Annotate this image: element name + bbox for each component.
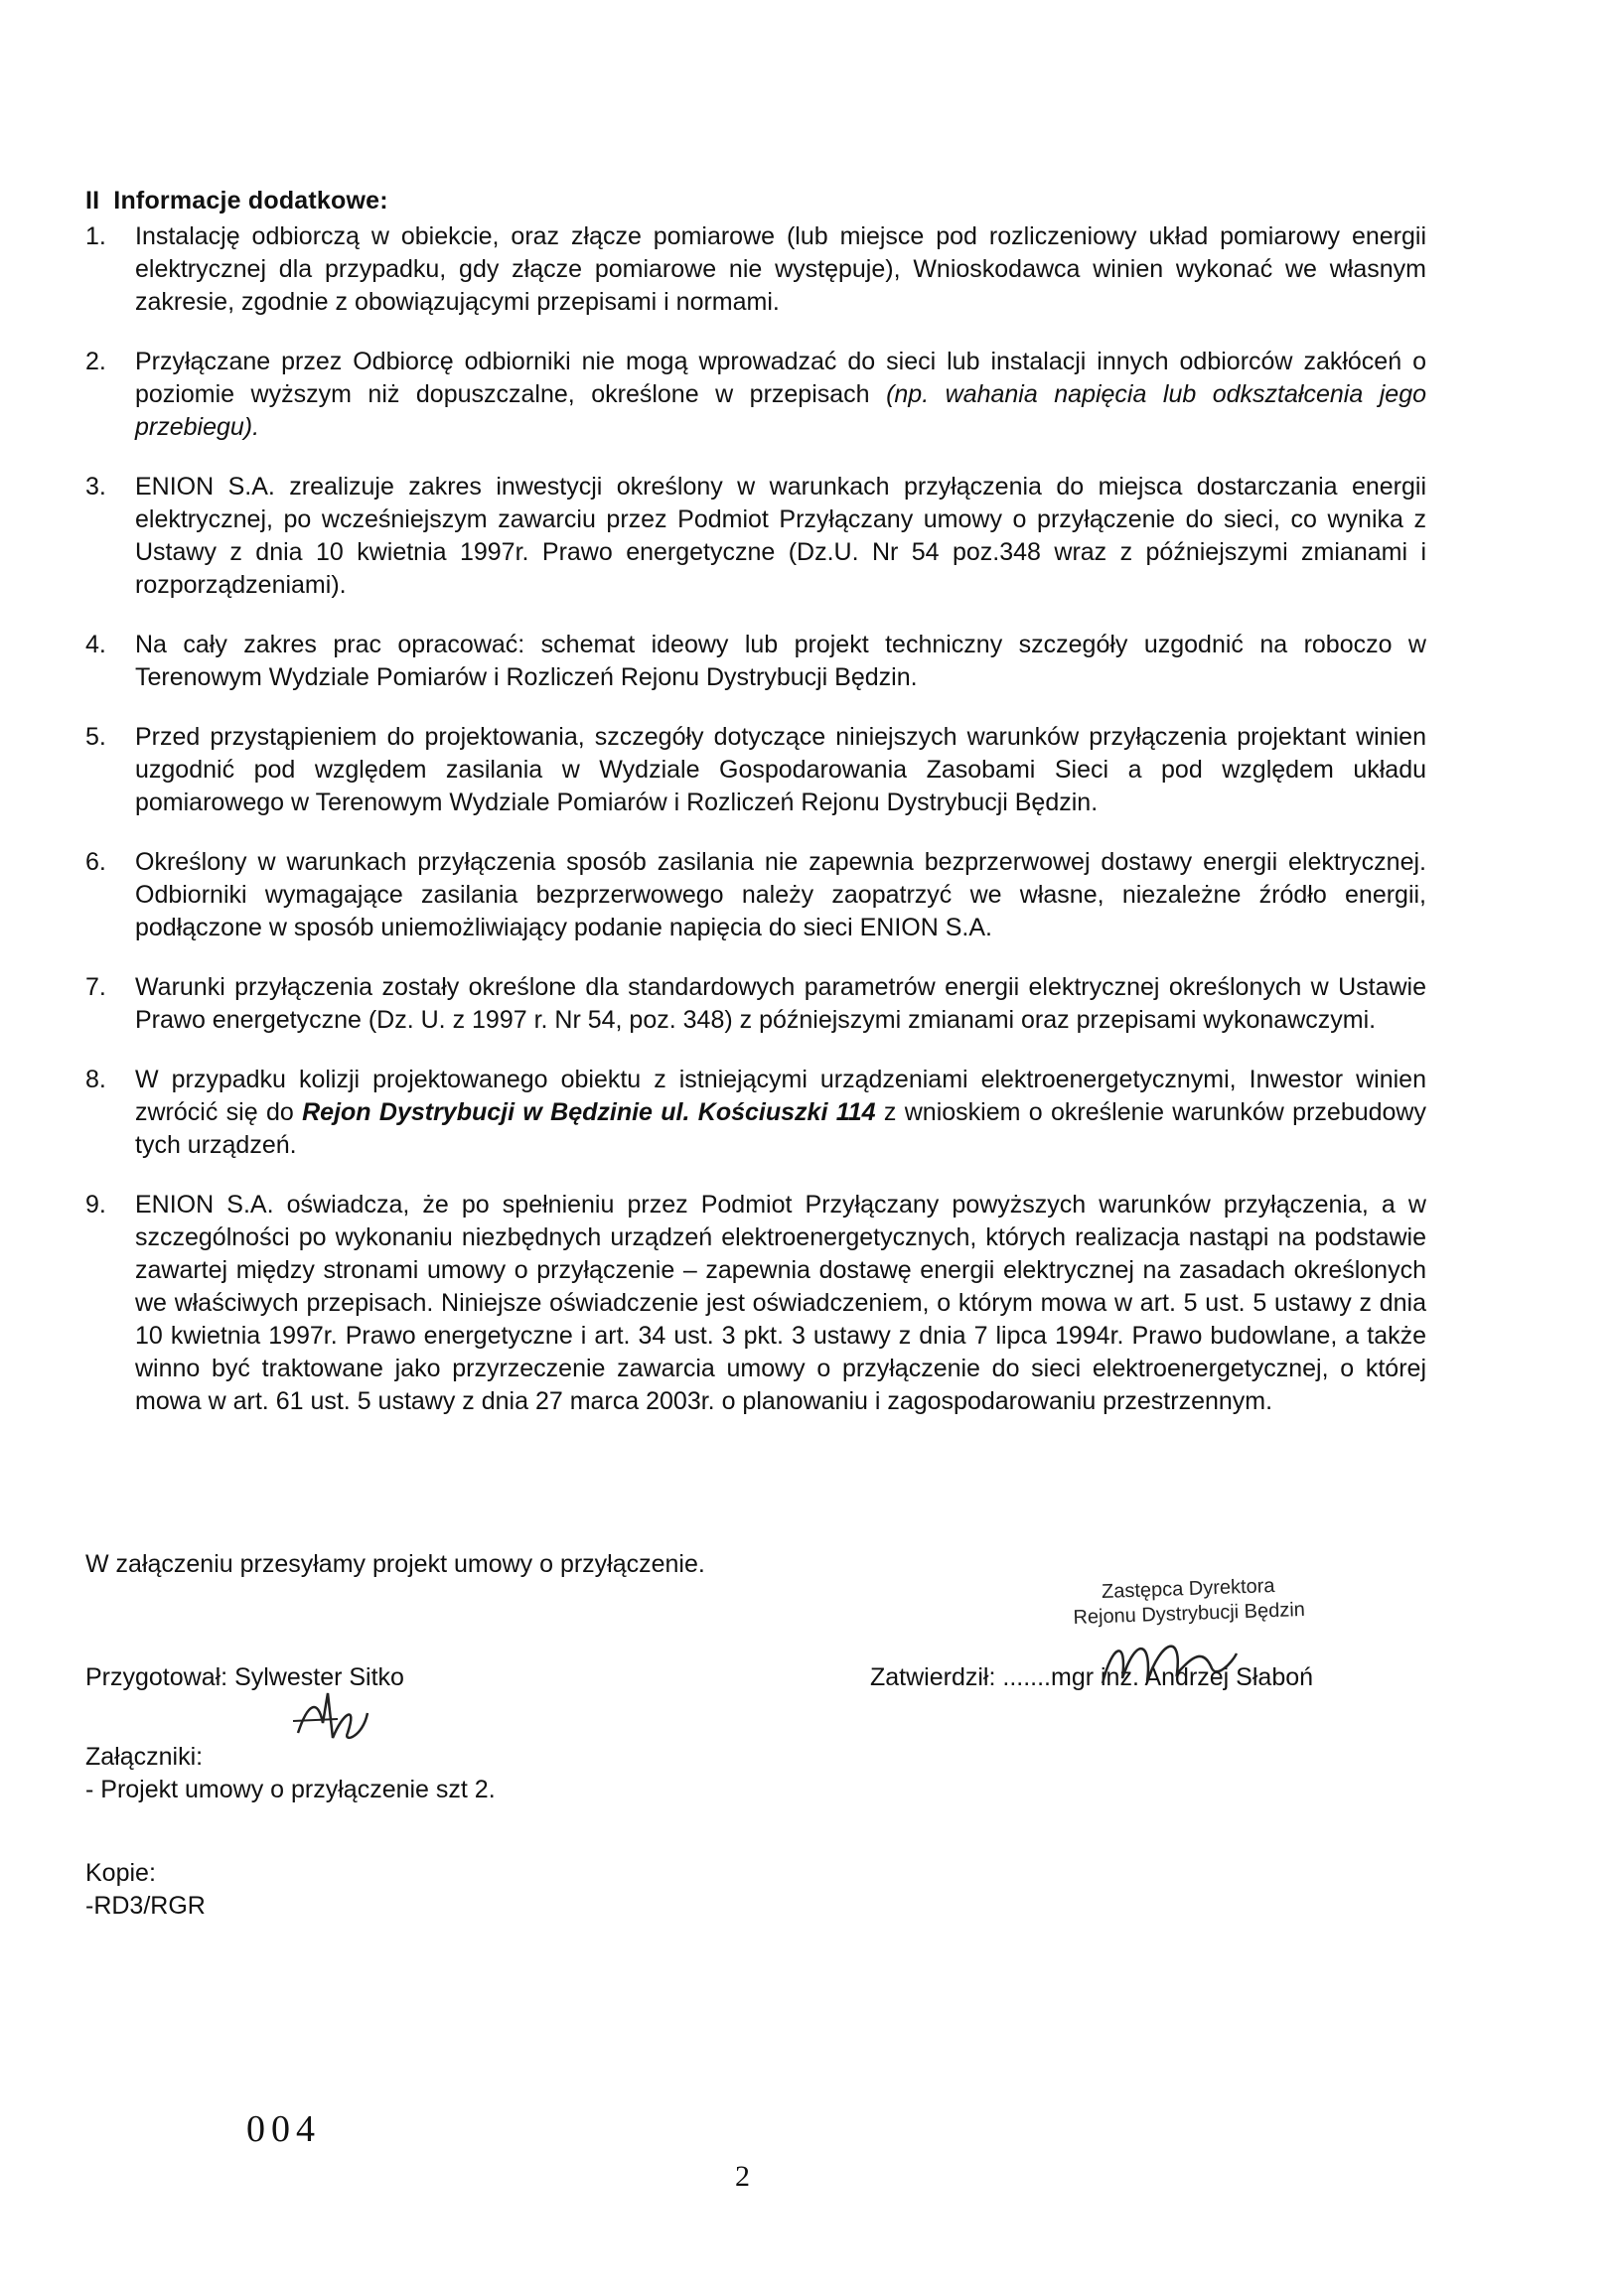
text-segment: Rejon Dystrybucji w Będzinie ul. Kościuszki 114 <box>302 1098 876 1126</box>
text-segment: Przyłączane przez Odbiorcę odbiorniki nie mogą wprowadzać do sieci lub instalacji innych odbiorców zakłóceń o poziomie wyższym niż dopuszczalne, określone w przepisach <box>135 348 1426 408</box>
attachment-item: - Projekt umowy o przyłączenie szt 2. <box>85 1776 496 1803</box>
list-item-number: 4. <box>85 631 106 658</box>
list-item-text <box>135 721 1426 819</box>
list-item <box>85 971 1426 1037</box>
list-item-number: 9. <box>85 1191 106 1219</box>
text-segment: Warunki przyłączenia zostały określone dla standardowych parametrów energii elektrycznej określonych w Ustawie Prawo energetyczne (Dz. U. z 1997 r. Nr 54, poz. 348) z późniejszymi zmianami oraz przepisami wykonawczymi. <box>135 973 1426 1034</box>
copies-label: Kopie: <box>85 1859 156 1887</box>
list-item <box>85 721 1426 819</box>
list-item-text <box>135 220 1426 319</box>
list-item-number: 3. <box>85 473 106 501</box>
list-item <box>85 629 1426 694</box>
approved-by-name: mgr inż. Andrzej Słaboń <box>1051 1663 1314 1691</box>
approver-signature <box>1093 1624 1242 1703</box>
list-item <box>85 220 1426 319</box>
section-title: Informacje dodatkowe: <box>113 187 388 215</box>
list-item-number: 1. <box>85 222 106 250</box>
list-item-number: 5. <box>85 723 106 751</box>
list-item-text <box>135 846 1426 944</box>
list-item-text <box>135 629 1426 694</box>
preparer-signature <box>288 1683 377 1753</box>
approved-by-dots: ....... <box>1002 1663 1051 1691</box>
text-segment: (np. wahania napięcia lub odkształcenia jego przebiegu). <box>135 380 1426 441</box>
text-segment: Określony w warunkach przyłączenia sposób zasilania nie zapewnia bezprzerwowej dostawy energii elektrycznej. Odbiorniki wymagające zasilania bezprzerwowego należy zaopatrzyć we własne, niezależne źródło energii, podłączone w sposób uniemożliwiający podanie napięcia do sieci ENION S.A. <box>135 848 1426 941</box>
list-item <box>85 346 1426 444</box>
handwritten-number: 004 <box>246 2108 321 2150</box>
attachments-label: Załączniki: <box>85 1743 204 1771</box>
text-segment: Instalację odbiorczą w obiekcie, oraz złącze pomiarowe (lub miejsce pod rozliczeniowy układ pomiarowy energii elektrycznej dla przypadku, gdy złącze pomiarowe nie występuje), Wnioskodawca winien wykonać we własnym zakresie, zgodnie z obowiązującymi przepisami i normami. <box>135 222 1426 316</box>
section-roman-numeral: II <box>85 187 100 215</box>
list-item <box>85 1189 1426 1418</box>
stamp-line-2: Rejonu Dystrybucji Będzin <box>1073 1598 1306 1630</box>
stamp-line-1: Zastępca Dyrektora <box>1101 1574 1275 1604</box>
list-item-text <box>135 346 1426 444</box>
prepared-by-name: Sylwester Sitko <box>234 1663 404 1691</box>
list-item-number: 8. <box>85 1066 106 1093</box>
approved-by-label: Zatwierdził: <box>870 1663 996 1691</box>
list-item <box>85 471 1426 602</box>
prepared-by-label: Przygotował: <box>85 1663 228 1691</box>
list-item <box>85 1064 1426 1162</box>
text-segment: ENION S.A. zrealizuje zakres inwestycji określony w warunkach przyłączenia do miejsca dostarczania energii elektrycznej, po wcześniejszym zawarciu przez Podmiot Przyłączany umowy o przyłączenie do sieci, co wynika z Ustawy z dnia 10 kwietnia 1997r. Prawo energetyczne (Dz.U. Nr 54 poz.348 wraz z późniejszymi zmianami i rozporządzeniami). <box>135 473 1426 599</box>
text-segment: Przed przystąpieniem do projektowania, szczegóły dotyczące niniejszych warunków przyłączenia projektant winien uzgodnić pod względem zasilania w Wydziale Gospodarowania Zasobami Sieci a pod względem układu pomiarowego w Terenowym Wydziale Pomiarów i Rozliczeń Rejonu Dystrybucji Będzin. <box>135 723 1426 816</box>
list-item-number: 7. <box>85 973 106 1001</box>
page-number: 2 <box>735 2160 750 2193</box>
conditions-list <box>85 220 1426 1445</box>
enclosure-note: W załączeniu przesyłamy projekt umowy o przyłączenie. <box>85 1550 705 1578</box>
copies-item: -RD3/RGR <box>85 1892 206 1920</box>
list-item-number: 6. <box>85 848 106 876</box>
text-segment: z wnioskiem o określenie warunków przebudowy tych urządzeń. <box>135 1098 1426 1159</box>
list-item-text <box>135 471 1426 602</box>
section-heading <box>85 187 388 215</box>
text-segment: ENION S.A. oświadcza, że po spełnieniu przez Podmiot Przyłączany powyższych warunków przyłączenia, a w szczególności po wykonaniu niezbędnych urządzeń elektroenergetycznych, których realizacja nastąpi na podstawie zawartej między stronami umowy o przyłączenie – zapewnia dostawę energii elektrycznej na zasadach określonych we właściwych przepisach. Niniejsze oświadczenie jest oświadczeniem, o którym mowa w art. 5 ust. 5 ustawy z dnia 10 kwietnia 1997r. Prawo energetyczne i art. 34 ust. 3 pkt. 3 ustawy z dnia 7 lipca 1994r. Prawo budowlane, a także winno być traktowane jako przyrzeczenie zawarcia umowy o przyłączenie do sieci elektroenergetycznej, o której mowa w art. 61 ust. 5 ustawy z dnia 27 marca 2003r. o planowaniu i zagospodarowaniu przestrzennym. <box>135 1191 1426 1415</box>
text-segment: Na cały zakres prac opracować: schemat ideowy lub projekt techniczny szczegóły uzgodnić na roboczo w Terenowym Wydziale Pomiarów i Rozliczeń Rejonu Dystrybucji Będzin. <box>135 631 1426 691</box>
official-stamp <box>1072 1573 1305 1631</box>
list-item-text <box>135 1189 1426 1418</box>
list-item-text <box>135 1064 1426 1162</box>
list-item-text <box>135 971 1426 1037</box>
list-item <box>85 846 1426 944</box>
text-segment: W przypadku kolizji projektowanego obiektu z istniejącymi urządzeniami elektroenergetycznymi, Inwestor winien zwrócić się do <box>135 1066 1426 1126</box>
list-item-number: 2. <box>85 348 106 375</box>
